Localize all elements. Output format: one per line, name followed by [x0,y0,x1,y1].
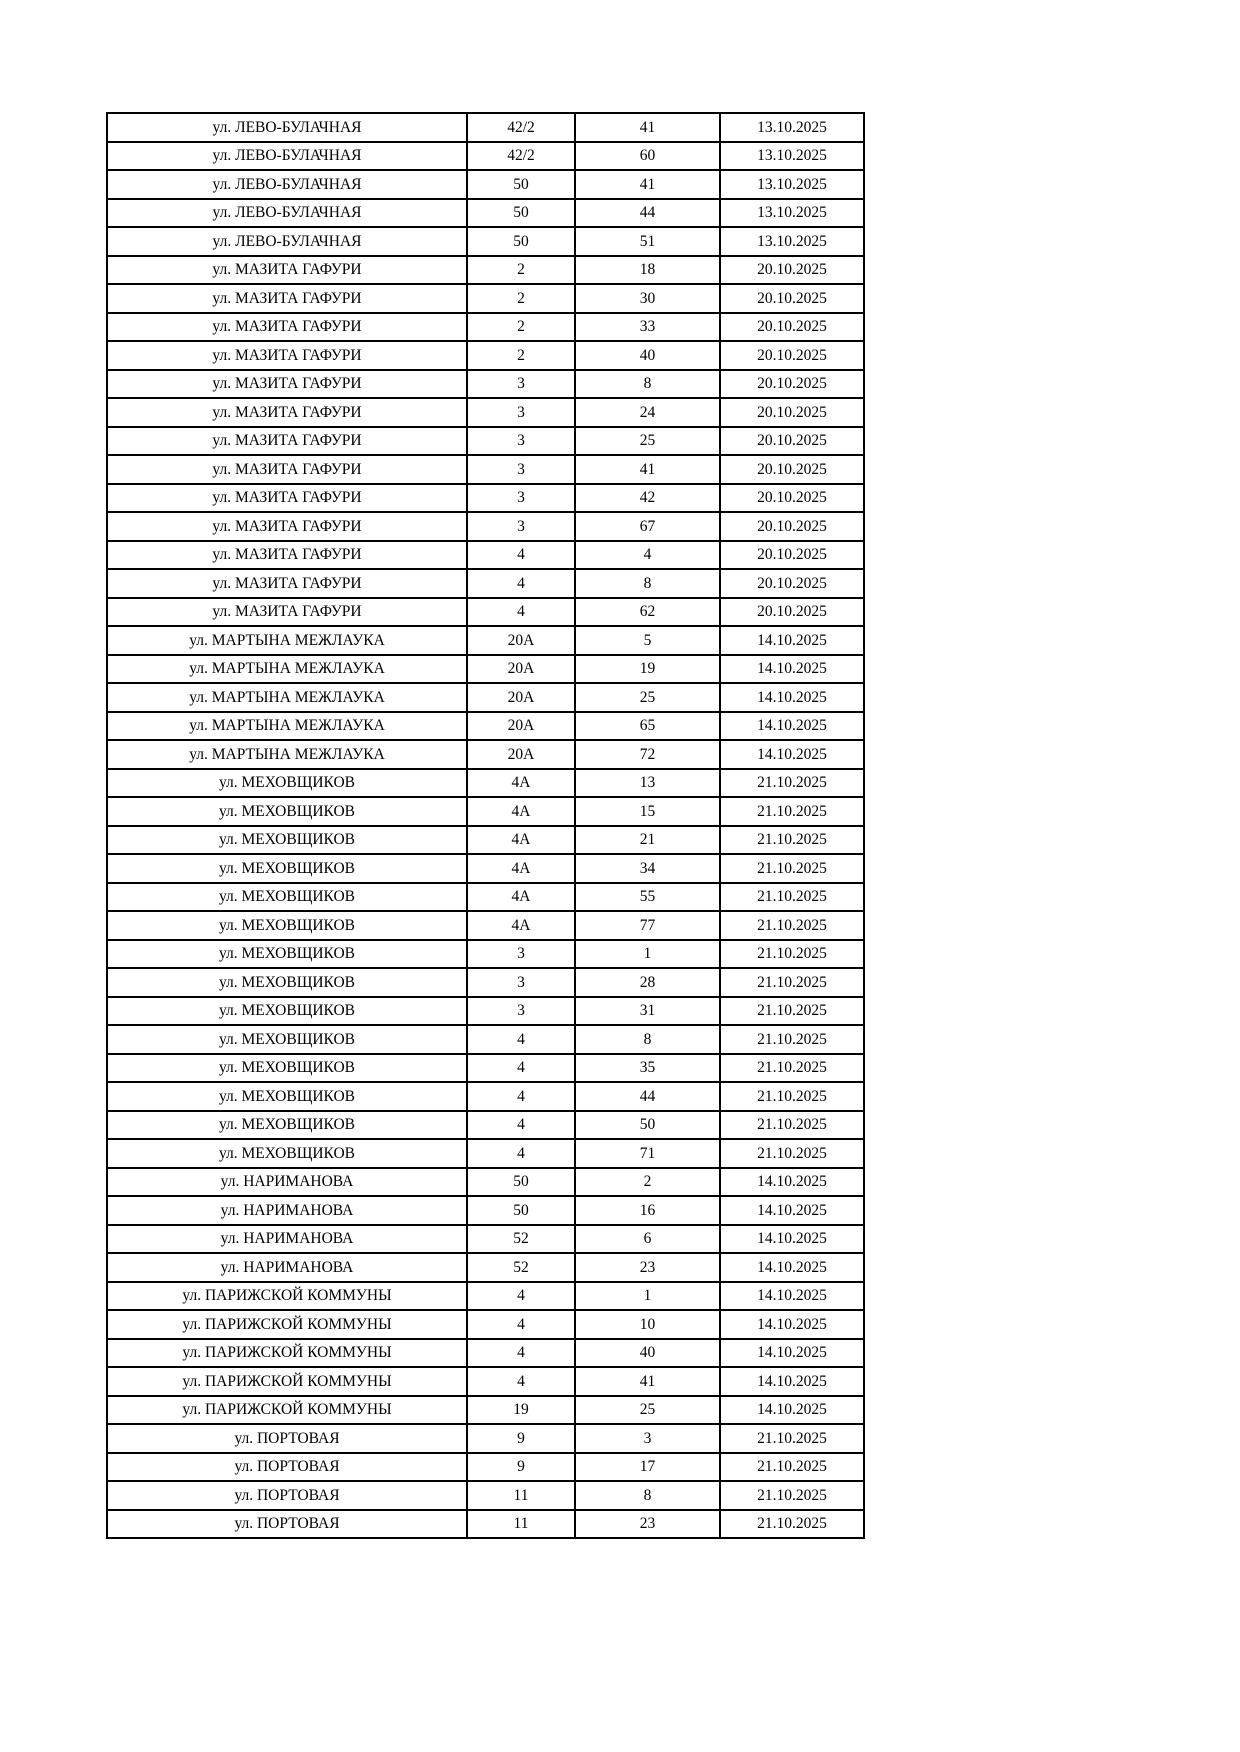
table-row [107,455,864,484]
house-number-cell: 2 [467,313,575,342]
table-row [107,1168,864,1197]
apartment-number-cell: 41 [575,113,720,142]
street-cell: ул. МАЗИТА ГАФУРИ [107,370,467,399]
date-cell: 14.10.2025 [720,626,864,655]
table-row [107,1339,864,1368]
street-cell: ул. МЕХОВЩИКОВ [107,797,467,826]
apartment-number-cell: 34 [575,854,720,883]
street-cell: ул. МАЗИТА ГАФУРИ [107,484,467,513]
date-cell: 14.10.2025 [720,1310,864,1339]
date-cell: 21.10.2025 [720,1054,864,1083]
date-cell: 14.10.2025 [720,1196,864,1225]
house-number-cell: 4 [467,1282,575,1311]
apartment-number-cell: 25 [575,427,720,456]
table-row [107,1510,864,1539]
date-cell: 14.10.2025 [720,740,864,769]
apartment-number-cell: 28 [575,968,720,997]
street-cell: ул. МЕХОВЩИКОВ [107,968,467,997]
street-cell: ул. ПОРТОВАЯ [107,1510,467,1539]
street-cell: ул. МАЗИТА ГАФУРИ [107,512,467,541]
house-number-cell: 4 [467,1339,575,1368]
table-row [107,1082,864,1111]
house-number-cell: 50 [467,1196,575,1225]
apartment-number-cell: 23 [575,1253,720,1282]
house-number-cell: 2 [467,284,575,313]
date-cell: 14.10.2025 [720,1168,864,1197]
table-row [107,1481,864,1510]
street-cell: ул. ПАРИЖСКОЙ КОММУНЫ [107,1367,467,1396]
apartment-number-cell: 10 [575,1310,720,1339]
apartment-number-cell: 18 [575,256,720,285]
apartment-number-cell: 25 [575,1396,720,1425]
table-row [107,1282,864,1311]
street-cell: ул. МАЗИТА ГАФУРИ [107,313,467,342]
house-number-cell: 3 [467,398,575,427]
date-cell: 21.10.2025 [720,797,864,826]
street-cell: ул. ПОРТОВАЯ [107,1424,467,1453]
date-cell: 14.10.2025 [720,655,864,684]
table-row [107,142,864,171]
apartment-number-cell: 15 [575,797,720,826]
table-row [107,541,864,570]
street-cell: ул. НАРИМАНОВА [107,1225,467,1254]
address-table-body [107,113,864,1538]
street-cell: ул. МЕХОВЩИКОВ [107,1111,467,1140]
table-row [107,626,864,655]
street-cell: ул. МЕХОВЩИКОВ [107,883,467,912]
street-cell: ул. МЕХОВЩИКОВ [107,940,467,969]
street-cell: ул. МАЗИТА ГАФУРИ [107,398,467,427]
apartment-number-cell: 24 [575,398,720,427]
apartment-number-cell: 30 [575,284,720,313]
apartment-number-cell: 60 [575,142,720,171]
street-cell: ул. МАРТЫНА МЕЖЛАУКА [107,655,467,684]
date-cell: 21.10.2025 [720,1025,864,1054]
house-number-cell: 4А [467,854,575,883]
date-cell: 21.10.2025 [720,940,864,969]
table-row [107,1424,864,1453]
table-row [107,911,864,940]
date-cell: 20.10.2025 [720,569,864,598]
apartment-number-cell: 44 [575,1082,720,1111]
house-number-cell: 3 [467,370,575,399]
house-number-cell: 50 [467,1168,575,1197]
house-number-cell: 4А [467,769,575,798]
apartment-number-cell: 17 [575,1453,720,1482]
table-row [107,227,864,256]
street-cell: ул. ПАРИЖСКОЙ КОММУНЫ [107,1310,467,1339]
apartment-number-cell: 16 [575,1196,720,1225]
apartment-number-cell: 2 [575,1168,720,1197]
street-cell: ул. ПАРИЖСКОЙ КОММУНЫ [107,1339,467,1368]
table-row [107,341,864,370]
table-row [107,797,864,826]
street-cell: ул. МАЗИТА ГАФУРИ [107,427,467,456]
date-cell: 21.10.2025 [720,826,864,855]
house-number-cell: 9 [467,1424,575,1453]
apartment-number-cell: 21 [575,826,720,855]
apartment-number-cell: 1 [575,1282,720,1311]
table-row [107,598,864,627]
apartment-number-cell: 51 [575,227,720,256]
table-row [107,854,864,883]
street-cell: ул. ЛЕВО-БУЛАЧНАЯ [107,227,467,256]
street-cell: ул. ЛЕВО-БУЛАЧНАЯ [107,142,467,171]
date-cell: 21.10.2025 [720,997,864,1026]
street-cell: ул. ЛЕВО-БУЛАЧНАЯ [107,113,467,142]
house-number-cell: 4 [467,569,575,598]
apartment-number-cell: 40 [575,1339,720,1368]
table-row [107,1025,864,1054]
date-cell: 20.10.2025 [720,370,864,399]
apartment-number-cell: 8 [575,1025,720,1054]
house-number-cell: 52 [467,1225,575,1254]
table-row [107,1310,864,1339]
date-cell: 14.10.2025 [720,1367,864,1396]
house-number-cell: 20А [467,626,575,655]
apartment-number-cell: 71 [575,1139,720,1168]
table-row [107,569,864,598]
house-number-cell: 50 [467,227,575,256]
apartment-number-cell: 55 [575,883,720,912]
house-number-cell: 11 [467,1481,575,1510]
apartment-number-cell: 72 [575,740,720,769]
date-cell: 21.10.2025 [720,769,864,798]
date-cell: 21.10.2025 [720,883,864,912]
street-cell: ул. МАЗИТА ГАФУРИ [107,598,467,627]
house-number-cell: 50 [467,199,575,228]
apartment-number-cell: 35 [575,1054,720,1083]
house-number-cell: 3 [467,940,575,969]
street-cell: ул. МЕХОВЩИКОВ [107,997,467,1026]
house-number-cell: 4 [467,541,575,570]
apartment-number-cell: 42 [575,484,720,513]
house-number-cell: 4А [467,911,575,940]
house-number-cell: 4 [467,598,575,627]
date-cell: 13.10.2025 [720,199,864,228]
house-number-cell: 4 [467,1367,575,1396]
street-cell: ул. МАРТЫНА МЕЖЛАУКА [107,740,467,769]
date-cell: 13.10.2025 [720,170,864,199]
date-cell: 21.10.2025 [720,1510,864,1539]
street-cell: ул. МАЗИТА ГАФУРИ [107,256,467,285]
house-number-cell: 3 [467,484,575,513]
date-cell: 14.10.2025 [720,1396,864,1425]
street-cell: ул. МЕХОВЩИКОВ [107,826,467,855]
table-row [107,655,864,684]
table-row [107,370,864,399]
house-number-cell: 20А [467,683,575,712]
table-row [107,1225,864,1254]
house-number-cell: 42/2 [467,113,575,142]
street-cell: ул. ПАРИЖСКОЙ КОММУНЫ [107,1396,467,1425]
table-row [107,427,864,456]
date-cell: 21.10.2025 [720,1082,864,1111]
apartment-number-cell: 23 [575,1510,720,1539]
table-row [107,740,864,769]
apartment-number-cell: 1 [575,940,720,969]
table-row [107,1111,864,1140]
house-number-cell: 3 [467,968,575,997]
house-number-cell: 4 [467,1310,575,1339]
house-number-cell: 4А [467,797,575,826]
street-cell: ул. ПОРТОВАЯ [107,1481,467,1510]
table-row [107,997,864,1026]
date-cell: 21.10.2025 [720,1424,864,1453]
house-number-cell: 52 [467,1253,575,1282]
date-cell: 14.10.2025 [720,712,864,741]
address-table [106,112,865,1539]
apartment-number-cell: 31 [575,997,720,1026]
date-cell: 21.10.2025 [720,1481,864,1510]
street-cell: ул. МАЗИТА ГАФУРИ [107,541,467,570]
house-number-cell: 4 [467,1054,575,1083]
date-cell: 14.10.2025 [720,1339,864,1368]
house-number-cell: 20А [467,712,575,741]
apartment-number-cell: 8 [575,569,720,598]
street-cell: ул. НАРИМАНОВА [107,1196,467,1225]
street-cell: ул. МАЗИТА ГАФУРИ [107,569,467,598]
date-cell: 13.10.2025 [720,227,864,256]
table-row [107,1196,864,1225]
apartment-number-cell: 6 [575,1225,720,1254]
date-cell: 20.10.2025 [720,313,864,342]
apartment-number-cell: 77 [575,911,720,940]
date-cell: 20.10.2025 [720,484,864,513]
date-cell: 14.10.2025 [720,1225,864,1254]
street-cell: ул. ПАРИЖСКОЙ КОММУНЫ [107,1282,467,1311]
house-number-cell: 3 [467,427,575,456]
street-cell: ул. МЕХОВЩИКОВ [107,1054,467,1083]
table-row [107,1139,864,1168]
house-number-cell: 4 [467,1025,575,1054]
table-row [107,199,864,228]
apartment-number-cell: 19 [575,655,720,684]
date-cell: 20.10.2025 [720,598,864,627]
apartment-number-cell: 41 [575,1367,720,1396]
date-cell: 13.10.2025 [720,142,864,171]
table-row [107,883,864,912]
table-row [107,712,864,741]
date-cell: 13.10.2025 [720,113,864,142]
table-row [107,826,864,855]
table-row [107,1253,864,1282]
house-number-cell: 4 [467,1139,575,1168]
table-row [107,1367,864,1396]
table-row [107,512,864,541]
table-row [107,256,864,285]
date-cell: 20.10.2025 [720,256,864,285]
apartment-number-cell: 25 [575,683,720,712]
date-cell: 21.10.2025 [720,968,864,997]
date-cell: 21.10.2025 [720,1453,864,1482]
table-row [107,113,864,142]
street-cell: ул. МАРТЫНА МЕЖЛАУКА [107,683,467,712]
apartment-number-cell: 8 [575,370,720,399]
date-cell: 20.10.2025 [720,284,864,313]
street-cell: ул. МЕХОВЩИКОВ [107,854,467,883]
table-row [107,940,864,969]
table-row [107,968,864,997]
apartment-number-cell: 65 [575,712,720,741]
apartment-number-cell: 41 [575,170,720,199]
date-cell: 20.10.2025 [720,398,864,427]
table-row [107,1054,864,1083]
house-number-cell: 20А [467,740,575,769]
date-cell: 20.10.2025 [720,341,864,370]
table-row [107,313,864,342]
date-cell: 20.10.2025 [720,455,864,484]
date-cell: 21.10.2025 [720,911,864,940]
street-cell: ул. МЕХОВЩИКОВ [107,1082,467,1111]
date-cell: 20.10.2025 [720,512,864,541]
apartment-number-cell: 50 [575,1111,720,1140]
table-row [107,398,864,427]
apartment-number-cell: 33 [575,313,720,342]
street-cell: ул. ЛЕВО-БУЛАЧНАЯ [107,170,467,199]
date-cell: 20.10.2025 [720,427,864,456]
street-cell: ул. НАРИМАНОВА [107,1253,467,1282]
house-number-cell: 4 [467,1082,575,1111]
house-number-cell: 42/2 [467,142,575,171]
street-cell: ул. МАЗИТА ГАФУРИ [107,341,467,370]
table-row [107,1453,864,1482]
date-cell: 21.10.2025 [720,1139,864,1168]
house-number-cell: 3 [467,997,575,1026]
street-cell: ул. ЛЕВО-БУЛАЧНАЯ [107,199,467,228]
street-cell: ул. НАРИМАНОВА [107,1168,467,1197]
street-cell: ул. ПОРТОВАЯ [107,1453,467,1482]
apartment-number-cell: 8 [575,1481,720,1510]
table-row [107,769,864,798]
apartment-number-cell: 13 [575,769,720,798]
house-number-cell: 4А [467,826,575,855]
apartment-number-cell: 41 [575,455,720,484]
house-number-cell: 9 [467,1453,575,1482]
house-number-cell: 4А [467,883,575,912]
house-number-cell: 50 [467,170,575,199]
date-cell: 14.10.2025 [720,1253,864,1282]
date-cell: 20.10.2025 [720,541,864,570]
date-cell: 21.10.2025 [720,1111,864,1140]
date-cell: 21.10.2025 [720,854,864,883]
table-row [107,284,864,313]
street-cell: ул. МЕХОВЩИКОВ [107,769,467,798]
house-number-cell: 20А [467,655,575,684]
street-cell: ул. МАЗИТА ГАФУРИ [107,455,467,484]
date-cell: 14.10.2025 [720,683,864,712]
house-number-cell: 3 [467,455,575,484]
date-cell: 14.10.2025 [720,1282,864,1311]
street-cell: ул. МЕХОВЩИКОВ [107,1139,467,1168]
apartment-number-cell: 40 [575,341,720,370]
apartment-number-cell: 62 [575,598,720,627]
house-number-cell: 3 [467,512,575,541]
street-cell: ул. МЕХОВЩИКОВ [107,911,467,940]
apartment-number-cell: 44 [575,199,720,228]
street-cell: ул. МЕХОВЩИКОВ [107,1025,467,1054]
house-number-cell: 11 [467,1510,575,1539]
table-row [107,1396,864,1425]
table-row [107,484,864,513]
street-cell: ул. МАРТЫНА МЕЖЛАУКА [107,626,467,655]
house-number-cell: 4 [467,1111,575,1140]
house-number-cell: 2 [467,256,575,285]
street-cell: ул. МАРТЫНА МЕЖЛАУКА [107,712,467,741]
house-number-cell: 19 [467,1396,575,1425]
apartment-number-cell: 4 [575,541,720,570]
table-row [107,683,864,712]
apartment-number-cell: 3 [575,1424,720,1453]
apartment-number-cell: 5 [575,626,720,655]
house-number-cell: 2 [467,341,575,370]
table-row [107,170,864,199]
street-cell: ул. МАЗИТА ГАФУРИ [107,284,467,313]
apartment-number-cell: 67 [575,512,720,541]
